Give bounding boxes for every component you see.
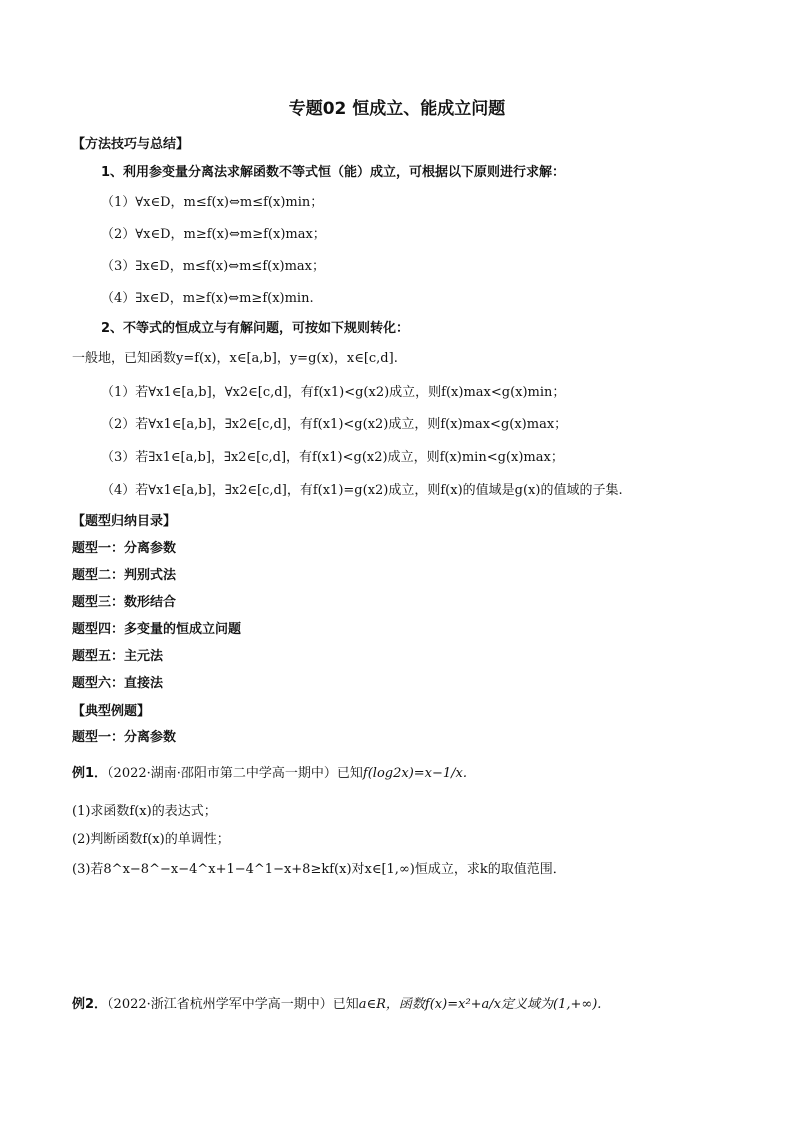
catalog-item-3: 题型三：数形结合 [72,595,177,610]
method1-item-2: （2）∀x∈D，m≥f(x)⇔m≥f(x)max； [101,227,326,242]
example1-question-2: (2)判断函数f(x)的单调性； [72,832,230,847]
example1-intro [72,765,467,783]
method1-heading: 1、利用参变量分离法求解函数不等式恒（能）成立，可根据以下原则进行求解： [101,165,566,180]
example1-condition: f(log2x)=x−1/x. [362,766,468,781]
method2-heading: 2、不等式的恒成立与有解问题，可按如下规则转化： [101,321,410,336]
method2-item-4: （4）若∀x1∈[a,b]，∃x2∈[c,d]，有f(x1)=g(x2)成立，则f(x)的值域是g(x)的值域的子集. [101,483,623,498]
page-title: 专题02 恒成立、能成立问题 [288,99,506,119]
catalog-item-2: 题型二：判别式法 [72,568,177,583]
example1-source: （2022·湖南·邵阳市第二中学高一期中）已知 [107,766,363,781]
example1-question-1: (1)求函数f(x)的表达式； [72,804,217,819]
catalog-item-4: 题型四：多变量的恒成立问题 [72,622,242,637]
example2-condition: a∈R，函数f(x)=x²+a/x定义域为(1,+∞). [358,997,602,1012]
catalog-item-6: 题型六：直接法 [72,676,164,691]
methods-header: 【方法技巧与总结】 [72,137,190,152]
method2-item-3: （3）若∃x1∈[a,b]，∃x2∈[c,d]，有f(x1)<g(x2)成立，则f(x)min<g(x)max； [101,450,564,465]
example2-source: （2022·浙江省杭州学军中学高一期中）已知 [107,997,359,1012]
method1-item-1: （1）∀x∈D，m≤f(x)⇔m≤f(x)min； [101,195,324,210]
example2-intro [72,996,601,1014]
example1-label: 例1． [72,766,108,781]
method2-item-1: （1）若∀x1∈[a,b]，∀x2∈[c,d]，有f(x1)<g(x2)成立，则f(x)max<g(x)min； [101,385,566,400]
examples-header: 【典型例题】 [72,704,151,719]
example1-question-3: (3)若8^x−8^−x−4^x+1−4^1−x+8≥kf(x)对x∈[1,∞)恒成立，求k的取值范围． [72,862,566,877]
method1-item-3: （3）∃x∈D，m≤f(x)⇔m≤f(x)max； [101,259,326,274]
method2-intro: 一般地，已知函数y=f(x)，x∈[a,b]，y=g(x)，x∈[c,d]. [72,351,398,366]
catalog-item-5: 题型五：主元法 [72,649,164,664]
type1-title: 题型一：分离参数 [72,730,177,745]
method2-item-2: （2）若∀x1∈[a,b]，∃x2∈[c,d]，有f(x1)<g(x2)成立，则f(x)max<g(x)max； [101,417,568,432]
example2-label: 例2． [72,997,108,1012]
catalog-item-1: 题型一：分离参数 [72,541,177,556]
method1-item-4: （4）∃x∈D，m≥f(x)⇔m≥f(x)min. [101,291,314,306]
catalog-header: 【题型归纳目录】 [72,514,177,529]
